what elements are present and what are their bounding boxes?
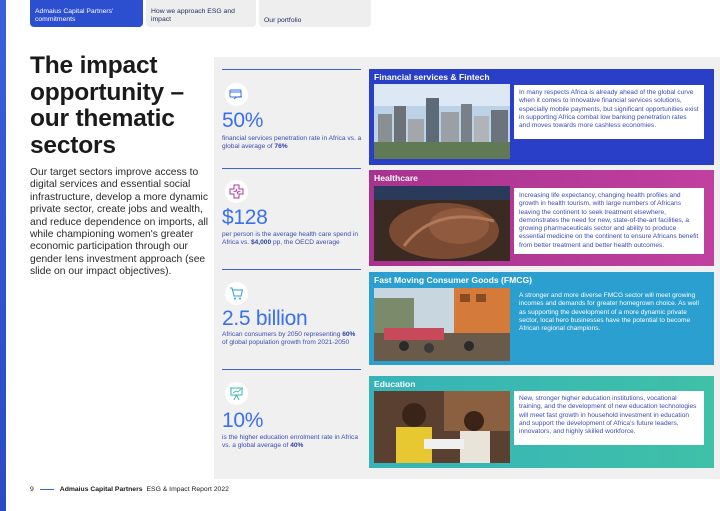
tab-commitments[interactable]: Admaius Capital Partners' commitments <box>30 0 143 27</box>
sector-description: A stronger and more diverse FMCG sector will meet growing incomes and demands for greater homegrown choice. As well as supporting the development of a more dynamic private sector, local hero businesses have the potential to become African regional champions. <box>519 292 699 333</box>
payment-card-icon <box>225 83 248 106</box>
sector-card-fintech <box>369 69 714 165</box>
stat-value: $128 <box>222 206 268 229</box>
intro-paragraph: Our target sectors improve access to digital services and essential social infrastructure, develop a more dynamic private sector, create jobs and wealth, and reduce dependence on imports, all while championing women's greater economic participation through our gender lens investment approach (see slide on our impact objectives). <box>30 167 209 278</box>
left-accent-bar <box>0 0 6 511</box>
stat-caption: is the higher education enrolment rate in Africa vs. a global average of 40% <box>222 434 358 450</box>
city-skyline-photo <box>374 84 510 159</box>
sector-title: Education <box>374 379 416 389</box>
stat-caption: financial services penetration rate in Africa vs. a global average of 76% <box>222 135 362 151</box>
sector-title: Healthcare <box>374 173 418 183</box>
divider <box>222 269 361 270</box>
divider <box>222 369 361 370</box>
top-navigation <box>30 0 371 27</box>
page-number: 9 <box>30 486 34 493</box>
footer <box>30 486 229 493</box>
divider <box>222 69 361 70</box>
footer-divider <box>40 489 54 490</box>
stat-value: 50% <box>222 109 264 132</box>
tab-esg-approach[interactable]: How we approach ESG and impact <box>146 0 256 27</box>
hands-photo <box>374 186 510 261</box>
health-cross-icon <box>225 180 248 203</box>
sector-description: In many respects Africa is already ahead of the global curve when it comes to innovative financial services solutions, especially mobile payments, but significant opportunities exist in supporting Africa combat low banking penetration rates and moves towards more cashless economies. <box>514 85 704 139</box>
stat-caption: per person is the average health care spend in Africa vs. $4,000 pp, the OECD average <box>222 231 358 247</box>
sector-card-healthcare <box>369 170 714 266</box>
sector-description: Increasing life expectancy, changing health profiles and growth in health tourism, with large numbers of Africans leaving the continent to seek treatment elsewhere, demonstrates the need for new, state-of-the-art facilities, a growing pharmaceuticals sector and ability to produce essential medicine on the continent to ensure Africans benefit from better treatment and better health outcomes. <box>514 188 704 254</box>
stat-value: 10% <box>222 409 264 432</box>
students-photo <box>374 391 510 463</box>
tab-portfolio[interactable]: Our portfolio <box>259 0 371 27</box>
shopping-cart-icon <box>225 282 248 305</box>
stat-value: 2.5 billion <box>222 307 308 330</box>
sector-card-education <box>369 376 714 468</box>
sector-title: Fast Moving Consumer Goods (FMCG) <box>374 275 533 285</box>
sector-card-fmcg <box>369 272 714 365</box>
page-title: The impact opportunity – our thematic sectors <box>30 52 184 159</box>
stat-caption: African consumers by 2050 representing 60% of global population growth from 2021-2050 <box>222 331 356 347</box>
report-title: ESG & Impact Report 2022 <box>146 486 229 493</box>
presentation-board-icon <box>225 382 248 405</box>
company-name: Admaius Capital Partners <box>59 486 143 493</box>
sector-title: Financial services & Fintech <box>374 72 490 82</box>
market-street-photo <box>374 288 510 361</box>
divider <box>222 168 361 169</box>
sector-description: New, stronger higher education institutions, vocational training, and the development of new education technologies will meet fast growth in household investment in education and support the development of Africa's future leaders, innovators, and highly skilled workforce. <box>514 391 704 445</box>
